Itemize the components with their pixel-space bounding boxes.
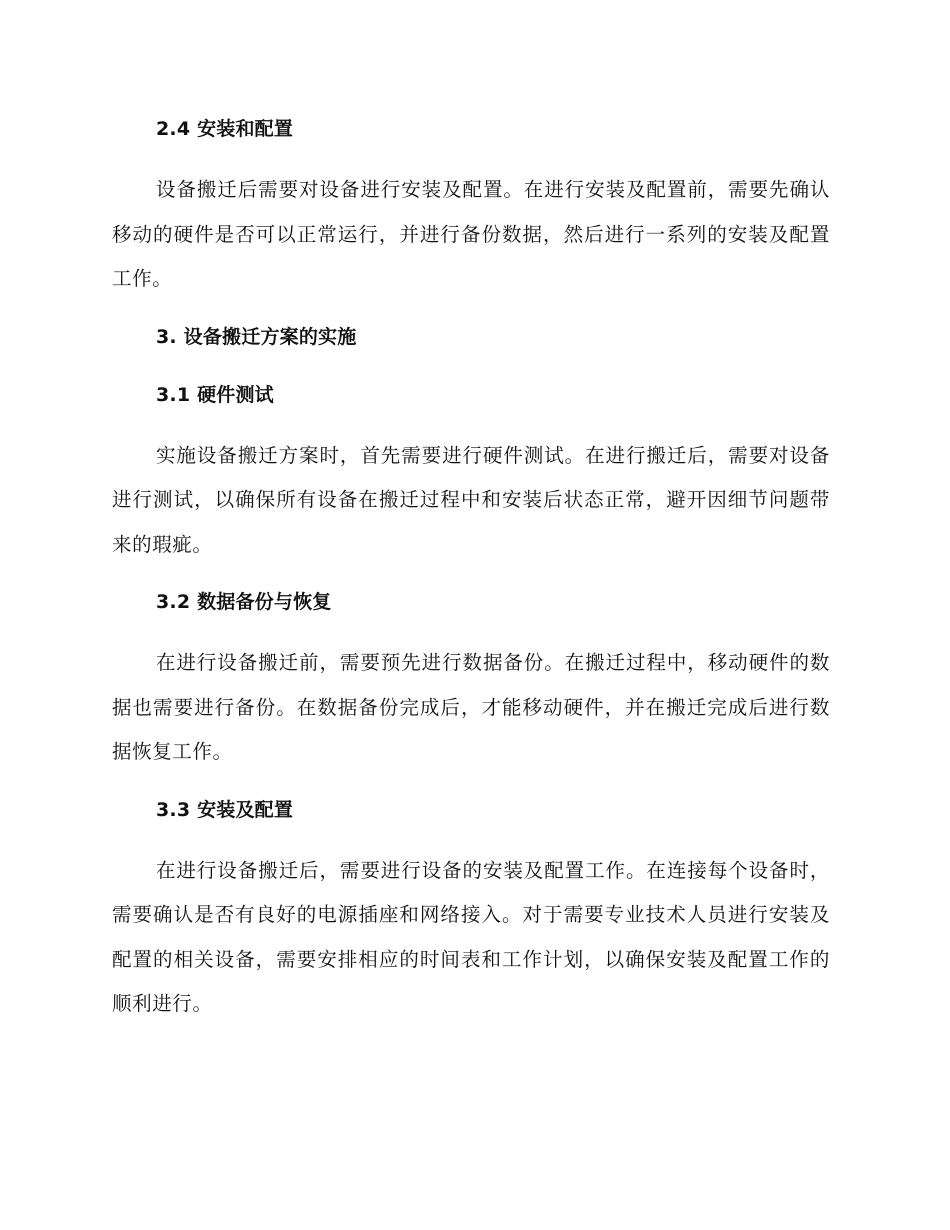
section-paragraph-3-3: 在进行设备搬迁后，需要进行设备的安装及配置工作。在连接每个设备时，需要确认是否有良好的电源插座和网络接入。对于需要专业技术人员进行安装及配置的相关设备，需要安排相应的时间表和工作计划，以确保安装及配置工作的顺利进行。 (112, 858, 830, 1015)
section-heading-2-4: 2.4 安装和配置 (156, 118, 294, 140)
document-page (112, 110, 830, 1043)
section-heading-3-2: 3.2 数据备份与恢复 (156, 591, 332, 613)
section-heading-3-1: 3.1 硬件测试 (156, 383, 274, 406)
section-heading-3: 3. 设备搬迁方案的实施 (156, 325, 357, 348)
section-paragraph-2-4: 设备搬迁后需要对设备进行安装及配置。在进行安装及配置前，需要先确认移动的硬件是否可以正常运行，并进行备份数据，然后进行一系列的安装及配置工作。 (112, 178, 830, 290)
section-paragraph-3-2: 在进行设备搬迁前，需要预先进行数据备份。在搬迁过程中，移动硬件的数据也需要进行备份。在数据备份完成后，才能移动硬件，并在搬迁完成后进行数据恢复工作。 (112, 651, 830, 763)
section-paragraph-3-1: 实施设备搬迁方案时，首先需要进行硬件测试。在进行搬迁后，需要对设备进行测试，以确保所有设备在搬迁过程中和安装后状态正常，避开因细节问题带来的瑕疵。 (112, 443, 830, 556)
section-heading-3-3: 3.3 安装及配置 (156, 798, 294, 821)
